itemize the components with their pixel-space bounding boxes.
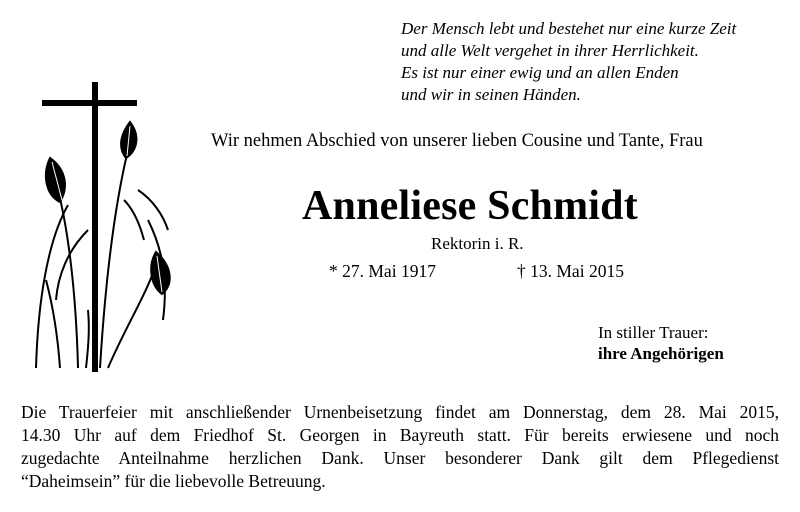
service-details	[21, 401, 779, 493]
body-line: Die Trauerfeier mit anschließender Urnenbeisetzung findet am Donnerstag, dem 28. Mai 2015,	[21, 402, 779, 422]
mourners-signature: ihre Angehörigen	[598, 344, 724, 363]
body-line: “Daheimsein” für die liebevolle Betreuung.	[21, 471, 326, 491]
poem-line: und alle Welt vergehet in ihrer Herrlichkeit.	[401, 41, 699, 60]
body-line: 14.30 Uhr auf dem Friedhof St. Georgen in Bayreuth statt. Für bereits erwiesene und noch	[21, 425, 779, 445]
poem-quote	[401, 18, 736, 106]
poem-line: Der Mensch lebt und bestehet nur eine kurze Zeit	[401, 19, 737, 38]
deceased-title: Rektorin i. R.	[431, 234, 524, 253]
cross-wheat-illustration	[28, 80, 188, 380]
wheat-icon	[36, 122, 170, 368]
birth-date: * 27. Mai 1917	[329, 261, 436, 281]
death-date: † 13. Mai 2015	[517, 261, 624, 281]
poem-line: Es ist nur einer ewig und an allen Enden	[401, 63, 679, 82]
poem-line: und wir in seinen Händen.	[401, 85, 581, 104]
mourning-line: In stiller Trauer:	[598, 323, 709, 342]
body-line: zugedachte Anteilnahme herzlichen Dank. Unser besonderer Dank gilt dem Pflegedienst	[21, 448, 779, 468]
deceased-name: Anneliese Schmidt	[302, 183, 638, 229]
intro-text: Wir nehmen Abschied von unserer lieben Cousine und Tante, Frau	[211, 131, 703, 151]
